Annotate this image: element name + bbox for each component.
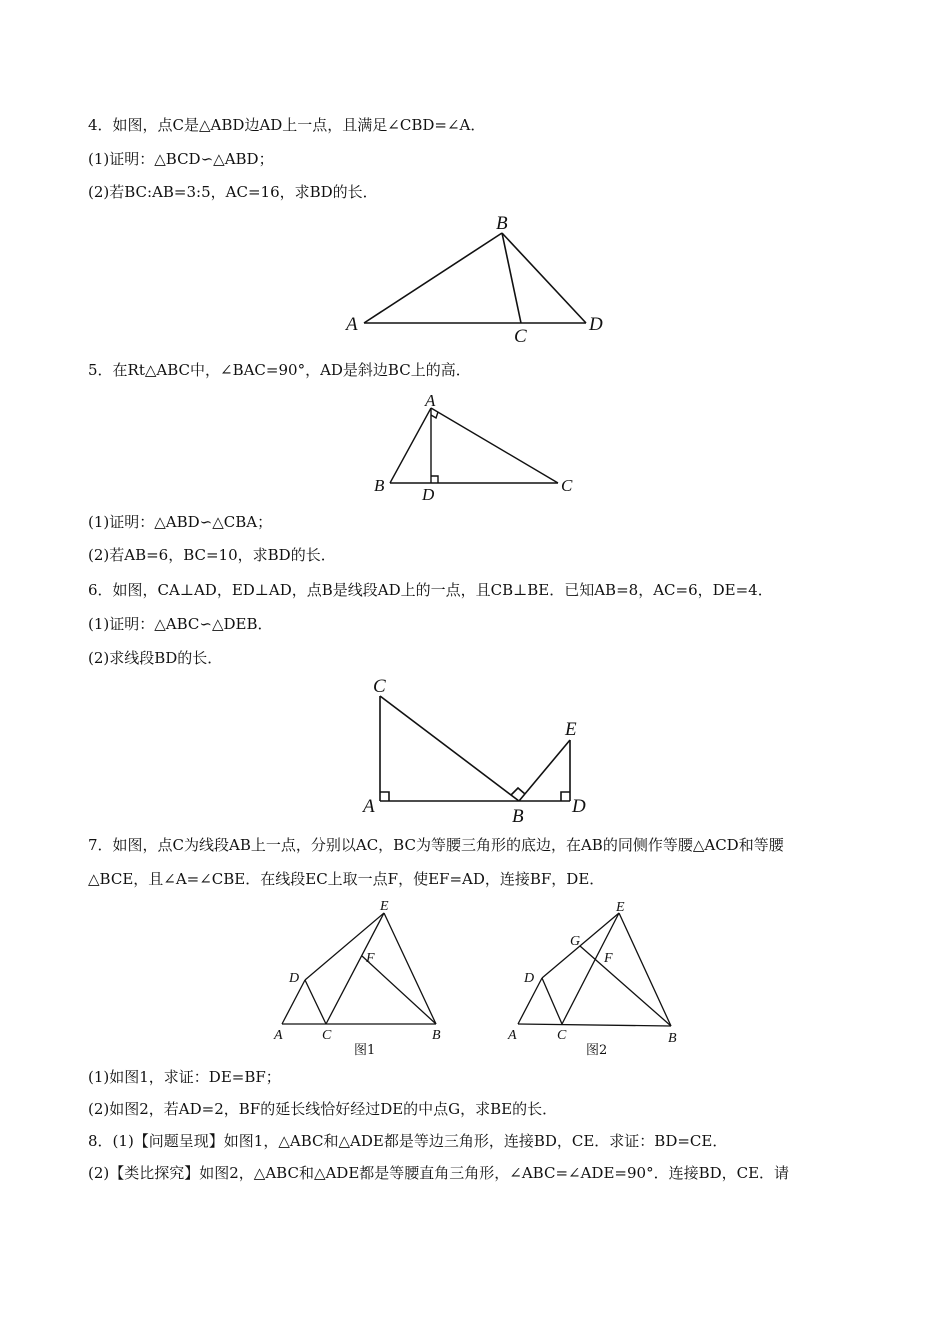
p4-label-d: D: [589, 314, 603, 335]
p7-question-1: (1)如图1，求证：DE=BF；: [88, 1068, 281, 1086]
p5-label-b: B: [374, 476, 385, 495]
p6-segment-cb: [380, 696, 519, 801]
p7-figure-1: [266, 896, 456, 1062]
p6-label-d: D: [572, 796, 586, 817]
p5-label-c: C: [561, 476, 573, 495]
fig2-segment-bg: [580, 946, 671, 1026]
p4-stem: 4．如图，点C是△ABD边AD上一点，且满足∠CBD=∠A．: [88, 116, 486, 134]
p4-label-a: A: [346, 314, 358, 335]
fig1-label-a: A: [274, 1028, 283, 1043]
p4-label-c: C: [514, 326, 527, 347]
p8-question-1: 8．(1)【问题呈现】如图1，△ABC和△ADE都是等边三角形，连接BD，CE．求证：BD=CE．: [88, 1132, 728, 1150]
fig1-segment-eb: [384, 913, 436, 1024]
p4-figure: [330, 208, 620, 348]
fig1-label-e: E: [380, 899, 389, 914]
fig2-label-d: D: [524, 971, 535, 986]
p4-segment-bc: [502, 233, 521, 323]
p5-stem: 5．在Rt△ABC中，∠BAC=90°，AD是斜边BC上的高．: [88, 361, 471, 379]
p6-right-angle-a: [380, 792, 389, 801]
p7-stem-line-2: △BCE，且∠A=∠CBE．在线段EC上取一点F，使EF=AD，连接BF，DE．: [88, 870, 605, 888]
p5-label-a: A: [425, 391, 436, 410]
fig1-label-b: B: [432, 1028, 441, 1043]
fig2-label-c: C: [557, 1028, 567, 1043]
p5-segment-ac: [431, 408, 558, 483]
fig1-label-c: C: [322, 1028, 332, 1043]
p4-segment-bd: [502, 233, 586, 323]
p5-question-2: (2)若AB=6，BC=10，求BD的长．: [88, 546, 336, 564]
fig1-label-f: F: [366, 951, 375, 966]
p6-question-2: (2)求线段BD的长．: [88, 649, 223, 667]
fig1-caption: 图1: [354, 1043, 376, 1058]
fig1-label-d: D: [289, 971, 300, 986]
p7-figure-2: [498, 896, 688, 1062]
p5-label-d: D: [422, 485, 435, 504]
p5-segment-ab: [390, 408, 431, 483]
p4-question-2: (2)若BC:AB=3:5，AC=16，求BD的长．: [88, 183, 378, 201]
fig1-segment-de: [305, 913, 384, 980]
p6-right-angle-b: [511, 788, 525, 795]
p8-question-2: (2)【类比探究】如图2，△ABC和△ADE都是等腰直角三角形，∠ABC=∠ADE=90°．连接BD，CE．请: [88, 1164, 790, 1182]
fig2-segment-de: [542, 913, 619, 978]
fig1-segment-bf: [362, 956, 436, 1024]
p4-segment-ab: [364, 233, 502, 323]
p6-right-angle-d: [561, 792, 570, 801]
p4-label-b: B: [496, 213, 508, 234]
p5-right-angle-a: [431, 412, 438, 418]
p6-label-b: B: [512, 806, 524, 827]
p5-right-angle-d: [431, 476, 438, 483]
p7-stem-line-1: 7．如图，点C为线段AB上一点，分别以AC，BC为等腰三角形的底边，在AB的同侧作等腰△ACD和等腰: [88, 836, 784, 854]
p6-label-a: A: [363, 796, 375, 817]
p6-question-1: (1)证明：△ABC∽△DEB．: [88, 615, 273, 633]
p6-label-c: C: [373, 676, 386, 697]
p6-label-e: E: [565, 719, 577, 740]
p5-figure: [368, 388, 588, 508]
fig2-segment-ab: [518, 1024, 671, 1026]
p4-question-1: (1)证明：△BCD∽△ABD；: [88, 150, 274, 168]
fig2-label-g: G: [570, 934, 581, 949]
fig2-segment-ce: [562, 913, 619, 1024]
fig2-label-f: F: [604, 951, 613, 966]
fig2-label-a: A: [508, 1028, 517, 1043]
fig1-segment-ad: [282, 980, 305, 1024]
fig1-segment-dc: [305, 980, 326, 1024]
p7-question-2: (2)如图2，若AD=2，BF的延长线恰好经过DE的中点G，求BE的长．: [88, 1100, 558, 1118]
fig2-label-b: B: [668, 1031, 677, 1046]
fig2-segment-eb: [619, 913, 671, 1026]
fig2-label-e: E: [616, 900, 625, 915]
p5-question-1: (1)证明：△ABD∽△CBA；: [88, 513, 273, 531]
fig2-segment-dc: [542, 978, 562, 1024]
fig2-caption: 图2: [586, 1043, 608, 1058]
p6-stem: 6．如图，CA⊥AD，ED⊥AD，点B是线段AD上的一点，且CB⊥BE．已知AB=8，AC=6，DE=4．: [88, 581, 773, 599]
p6-figure: [355, 672, 605, 827]
